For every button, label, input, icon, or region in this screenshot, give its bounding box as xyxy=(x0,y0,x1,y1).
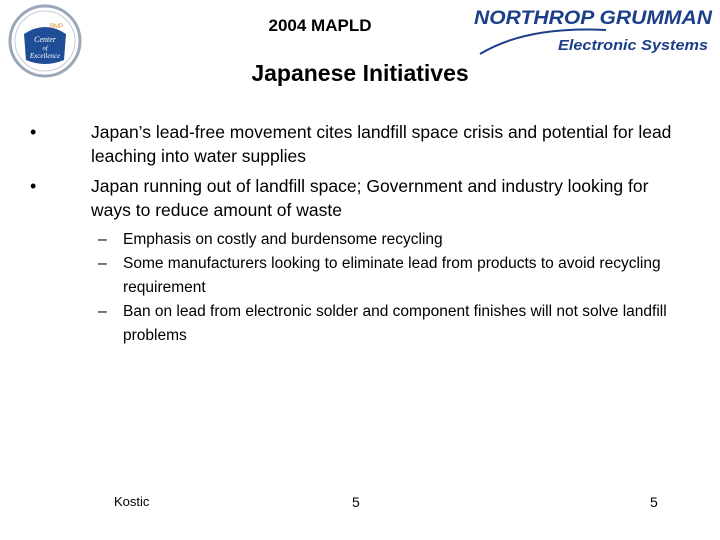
bullet-item xyxy=(28,174,688,222)
sub-bullet-item xyxy=(28,228,688,252)
sub-bullet-text: Some manufacturers looking to eliminate lead from products to avoid recycling requirement xyxy=(123,255,661,296)
bullet-item xyxy=(28,120,688,168)
bullet-text: Japan running out of landfill space; Government and industry looking for ways to reduce amount of waste xyxy=(91,176,649,220)
logo-line-3: Excellence xyxy=(29,52,61,60)
brand-name: NORTHROP GRUMMAN xyxy=(474,8,714,29)
bullet-text: Japan’s lead-free movement cites landfill space crisis and potential for lead leaching into water supplies xyxy=(91,122,672,166)
sub-bullet-marker: – xyxy=(98,255,107,272)
sub-bullet-marker: – xyxy=(98,231,107,248)
bullet-marker: • xyxy=(30,176,37,196)
slide-title: Japanese Initiatives xyxy=(251,60,469,86)
page-number: 5 xyxy=(650,494,658,510)
sub-bullet-item xyxy=(28,300,688,348)
northrop-grumman-logo xyxy=(466,4,714,62)
footer-center-number: 5 xyxy=(352,494,360,510)
sub-bullet-text: Emphasis on costly and burdensome recycling xyxy=(123,231,443,248)
footer-author: Kostic xyxy=(114,494,150,509)
sub-bullet-marker: – xyxy=(98,303,107,320)
sub-bullet-item xyxy=(28,252,688,300)
conference-title: 2004 MAPLD xyxy=(268,16,372,35)
sub-bullet-text: Ban on lead from electronic solder and component finishes will not solve landfill problems xyxy=(123,303,667,344)
logo-line-1: Center xyxy=(34,35,56,44)
bullet-marker: • xyxy=(30,122,37,142)
sub-bullet-list xyxy=(28,228,688,348)
division-name: Electronic Systems xyxy=(558,37,708,54)
logo-top-text: BMP xyxy=(50,24,64,30)
logo-line-2: of xyxy=(42,45,48,52)
bullet-list xyxy=(28,120,688,348)
